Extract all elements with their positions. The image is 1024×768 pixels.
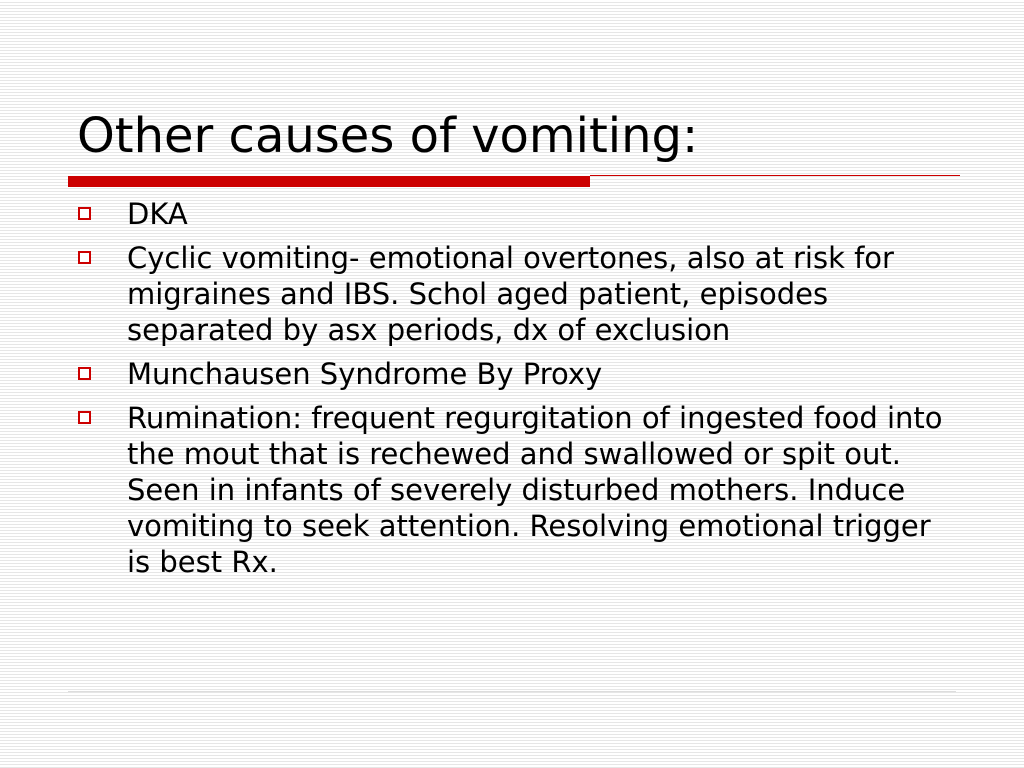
hollow-square-bullet-icon bbox=[78, 411, 91, 424]
bullet-item bbox=[78, 400, 958, 580]
hollow-square-bullet-icon bbox=[78, 367, 91, 380]
title-underline-thin bbox=[590, 175, 960, 176]
bullet-text: Rumination: frequent regurgitation of ingested food into the mout that is rechewed and swallowed or spit out. Seen in infants of severely disturbed mothers. Induce vomiting to seek attention. Resolving emotional trigger is best Rx. bbox=[127, 401, 943, 579]
bullet-item bbox=[78, 240, 958, 348]
bullet-text: DKA bbox=[127, 197, 188, 231]
slide-title: Other causes of vomiting: bbox=[77, 108, 699, 164]
bullet-text: Munchausen Syndrome By Proxy bbox=[127, 357, 603, 391]
bullet-text: Cyclic vomiting- emotional overtones, also at risk for migraines and IBS. Schol aged patient, episodes separated by asx periods, dx of exclusion bbox=[127, 241, 894, 347]
bullet-item bbox=[78, 196, 958, 232]
bullet-list bbox=[78, 196, 958, 588]
footer-divider bbox=[68, 691, 956, 692]
bullet-item bbox=[78, 356, 958, 392]
hollow-square-bullet-icon bbox=[78, 251, 91, 264]
title-underline-thick bbox=[68, 176, 590, 187]
hollow-square-bullet-icon bbox=[78, 207, 91, 220]
